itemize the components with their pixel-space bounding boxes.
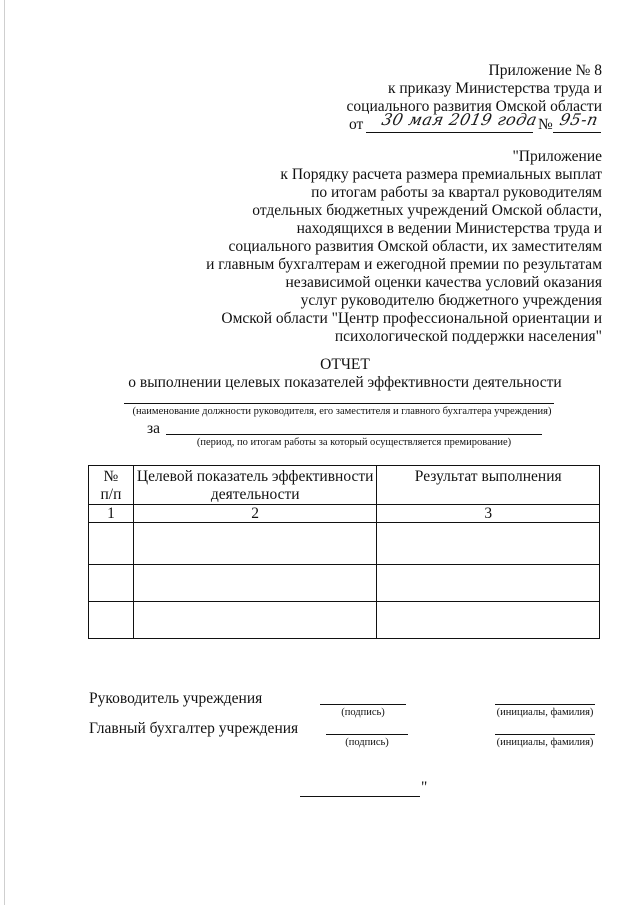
table-cell[interactable]	[377, 565, 600, 602]
header-number-line-2: п/п	[100, 486, 122, 503]
column-number-3: 3	[377, 505, 600, 523]
inner-appendix-line: независимой оценки качества условий оказания	[285, 274, 602, 291]
date-from-label: от	[349, 116, 364, 133]
table-cell[interactable]	[89, 523, 134, 565]
column-number-2: 2	[133, 505, 377, 523]
number-label: №	[538, 116, 553, 133]
inner-appendix-line: Омской области "Центр профессиональной ориентации и	[221, 310, 602, 327]
closing-quote: "	[421, 779, 428, 796]
scan-edge	[4, 0, 5, 905]
inner-appendix-line: и главным бухгалтерам и ежегодной премии по результатам	[206, 256, 602, 273]
handwritten-date: 30 мая 2019 года	[379, 110, 540, 129]
table-cell[interactable]	[133, 565, 377, 602]
table-cell[interactable]	[377, 602, 600, 639]
accountant-signature-line[interactable]	[326, 734, 408, 735]
table-row	[89, 523, 600, 565]
head-label: Руководитель учреждения	[89, 690, 263, 707]
inner-appendix-line: к Порядку расчета размера премиальных выплат	[280, 166, 602, 183]
name-fill-line	[124, 403, 554, 404]
header-indicator-line-2: деятельности	[210, 486, 300, 503]
table-cell[interactable]	[89, 565, 134, 602]
table-cell[interactable]	[377, 523, 600, 565]
head-initials-line[interactable]	[495, 704, 595, 705]
period-label: за	[147, 420, 161, 437]
header-indicator	[133, 466, 377, 505]
appendix-line-2: социального развития Омской области	[346, 98, 602, 115]
name-hint: (наименование должности руководителя, его заместителя и главного бухгалтера учреждения)	[132, 406, 552, 417]
head-signature-hint: (подпись)	[341, 707, 385, 718]
inner-appendix-line: отдельных бюджетных учреждений Омской области,	[252, 202, 602, 219]
number-underline	[553, 132, 601, 133]
closing-line	[300, 796, 420, 797]
inner-appendix-line: по итогам работы за квартал руководителям	[311, 184, 602, 201]
appendix-line-1: к приказу Министерства труда и	[387, 80, 602, 97]
head-signature-line[interactable]	[320, 704, 406, 705]
handwritten-number: 95-п	[557, 110, 601, 129]
period-hint: (период, по итогам работы за который осуществляется премирование)	[196, 437, 512, 448]
report-table	[88, 465, 600, 639]
accountant-signature-hint: (подпись)	[345, 737, 389, 748]
accountant-initials-hint: (инициалы, фамилия)	[496, 737, 594, 748]
header-indicator-line-1: Целевой показатель эффективности	[136, 468, 374, 485]
table-row	[89, 602, 600, 639]
date-underline	[366, 132, 533, 133]
table-header-row	[89, 466, 600, 505]
inner-appendix-line: услуг руководителю бюджетного учреждения	[300, 292, 602, 309]
column-number-1: 1	[89, 505, 134, 523]
accountant-initials-line[interactable]	[495, 734, 595, 735]
header-number-line-1: №	[103, 468, 119, 485]
report-title: ОТЧЕТ	[320, 356, 370, 373]
table-cell[interactable]	[89, 602, 134, 639]
table-cell[interactable]	[133, 523, 377, 565]
accountant-label: Главный бухгалтер учреждения	[89, 720, 299, 737]
head-initials-hint: (инициалы, фамилия)	[496, 707, 594, 718]
inner-appendix-line: находящихся в ведении Министерства труда и	[296, 220, 602, 237]
report-subtitle: о выполнении целевых показателей эффективности деятельности	[128, 374, 562, 391]
table-cell[interactable]	[133, 602, 377, 639]
period-fill-line	[166, 434, 542, 435]
inner-appendix-line: "Приложение	[512, 148, 602, 165]
inner-appendix-line: социального развития Омской области, их заместителям	[228, 238, 602, 255]
inner-appendix-line: психологической поддержки населения"	[334, 328, 602, 345]
table-number-row	[89, 505, 600, 523]
table-row	[89, 565, 600, 602]
header-result: Результат выполнения	[377, 466, 600, 505]
appendix-title: Приложение № 8	[488, 62, 602, 79]
header-number	[89, 466, 134, 505]
